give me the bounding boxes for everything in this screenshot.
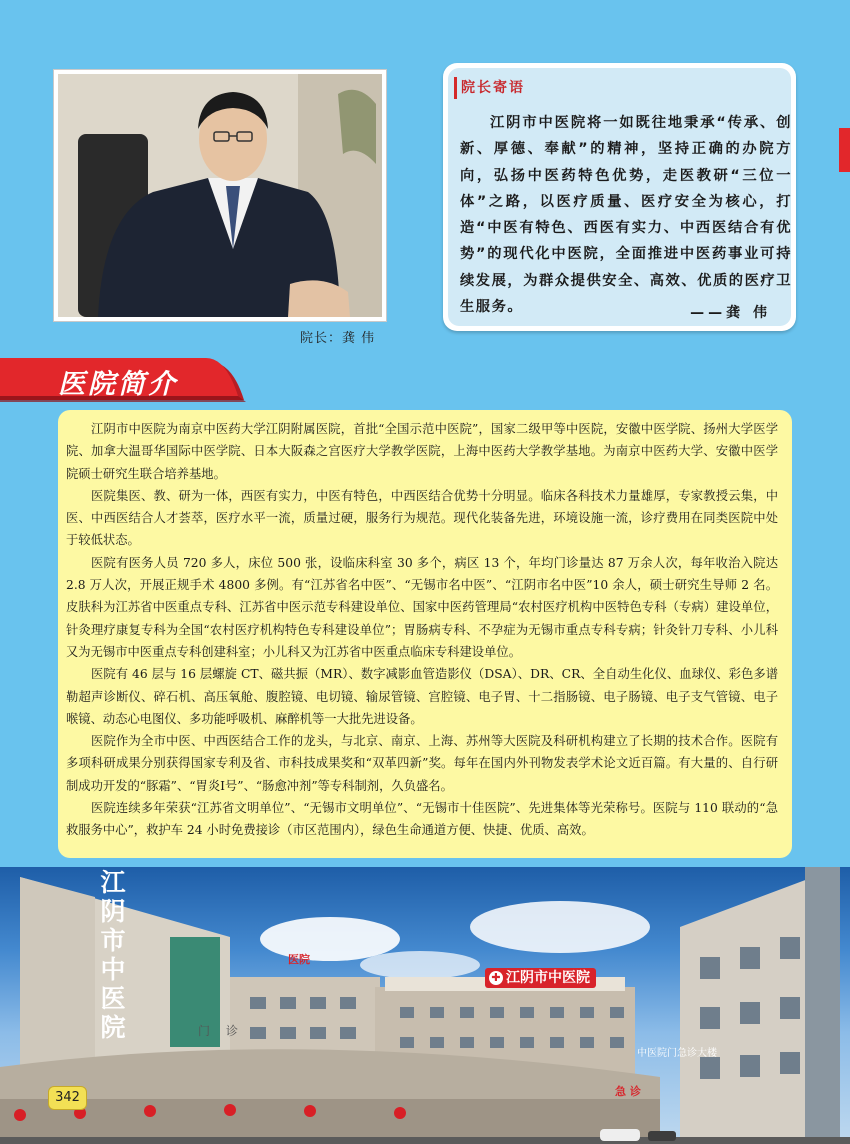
section-title: 医院简介 <box>58 369 178 400</box>
director-message-signature: ——龚 伟 <box>690 305 771 321</box>
intro-paragraph: 医院有医务人员 720 多人，床位 500 张，设临床科室 30 多个，病区 13 个，年均门诊量达 87 万余人次，每年收治入院达 2.8 万人次，开展正规手术 4800 多例。有“江苏省名中医”、“无锡市名中医”、“江阴市名中医”10 余人，硕士研究生导师 2 名。皮肤科为江苏省中医重点专科、江苏省中医示范专科建设单位、国家中医药管理局“农村医疗机构中医特色专科（专病）建设单位，针灸理疗康复专科为全国“农村医疗机构特色专科建设单位”；胃肠病专科、不孕症为无锡市重点专科专病；针灸针刀专科、小儿科又为无锡市中医重点专科创建科室；小儿科又为江苏省中医重点临床专科建设单位。 <box>66 555 778 659</box>
roof-hospital-sign <box>485 968 596 988</box>
roof-sign-text: 江阴市中医院 <box>506 970 590 986</box>
director-message-title: 院长寄语 <box>454 77 525 99</box>
hospital-intro-text <box>66 418 778 842</box>
intro-paragraph: 医院有 46 层与 16 层螺旋 CT、磁共振（MR）、数字减影血管造影仪（DSA）、DR、CR、全自动生化仪、血球仪、彩色多谱勒超声诊断仪、碎石机、高压氧舱、腹腔镜、电切镜、输尿管镜、宫腔镜、电子胃、十二指肠镜、电子肠镜、电子支气管镜、电子喉镜、动态心电图仪、多功能呼吸机、麻醉机等一大批先进设备。 <box>66 667 778 726</box>
photo-caption: 中医院门急诊大楼 <box>637 1048 717 1059</box>
emergency-sign: 急 诊 <box>615 1085 641 1098</box>
portrait-caption: 院长：龚 伟 <box>300 331 376 346</box>
cross-icon: ✚ <box>489 971 503 985</box>
intro-paragraph: 医院集医、教、研为一体，西医有实力，中医有特色，中西医结合优势十分明显。临床各科技术力量雄厚，专家教授云集，中医、中西医结合人才荟萃，医疗水平一流，质量过硬，服务行为规范。现代化装备先进，环境设施一流，诊疗费用在同类医院中处于较低状态。 <box>66 488 778 548</box>
portrait-photo <box>58 74 382 317</box>
director-message-box <box>443 63 796 331</box>
hospital-building-photo <box>0 867 850 1144</box>
director-message-text: 江阴市中医院将一如既往地秉承“传承、创新、厚德、奉献”的精神，坚持正确的办院方向，弘扬中医药特色优势，走医教研“三位一体”之路，以医疗质量、医疗安全为核心，打造“中医有特色、西医有实力、中西医结合有优势”的现代化中医院，全面推进中医药事业可持续发展，为群众提供安全、高效、优质的医疗卫生服务。 <box>460 115 792 316</box>
intro-paragraph: 医院作为全市中医、中西医结合工作的龙头，与北京、南京、上海、苏州等大医院及科研机构建立了长期的技术合作。医院有多项科研成果分别获得国家专利及省、市科技成果奖和“双革四新”奖。每年在国内外刊物发表学术论文近百篇。有大量的、自行研制成功开发的“豚霜”、“胃炎Ⅰ号”、“肠愈冲剂”等专科制剂，久负盛名。 <box>66 734 778 793</box>
portrait-illustration <box>58 74 382 317</box>
hospital-intro-box <box>58 410 792 858</box>
director-message-panel <box>448 68 791 326</box>
roof-sign-partial: 医院 <box>288 953 310 966</box>
director-portrait <box>53 69 387 322</box>
page-number: 342 <box>48 1086 87 1110</box>
building-illustration <box>0 867 850 1144</box>
intro-paragraph: 江阴市中医院为南京中医药大学江阴附属医院，首批“全国示范中医院”，国家二级甲等中医院，安徽中医学院、扬州大学医学院、加拿大温哥华国际中医学院、日本大阪森之宫医疗大学教学医院，上海中医药大学教学基地。为南京中医药大学、安徽中医学院硕士研究生联合培养基地。 <box>66 422 778 481</box>
outpatient-sign: 门 诊 <box>198 1024 244 1038</box>
intro-paragraph: 医院连续多年荣获“江苏省文明单位”、“无锡市文明单位”、“无锡市十佳医院”、先进集体等光荣称号。医院与 110 联动的“急救服务中心”，救护车 24 小时免费接诊（市区范围内），绿色生命通道方便、快捷、优质、高效。 <box>66 801 778 838</box>
side-red-tab <box>839 128 850 172</box>
vertical-hospital-sign: 江阴市中医院 <box>97 869 126 1043</box>
